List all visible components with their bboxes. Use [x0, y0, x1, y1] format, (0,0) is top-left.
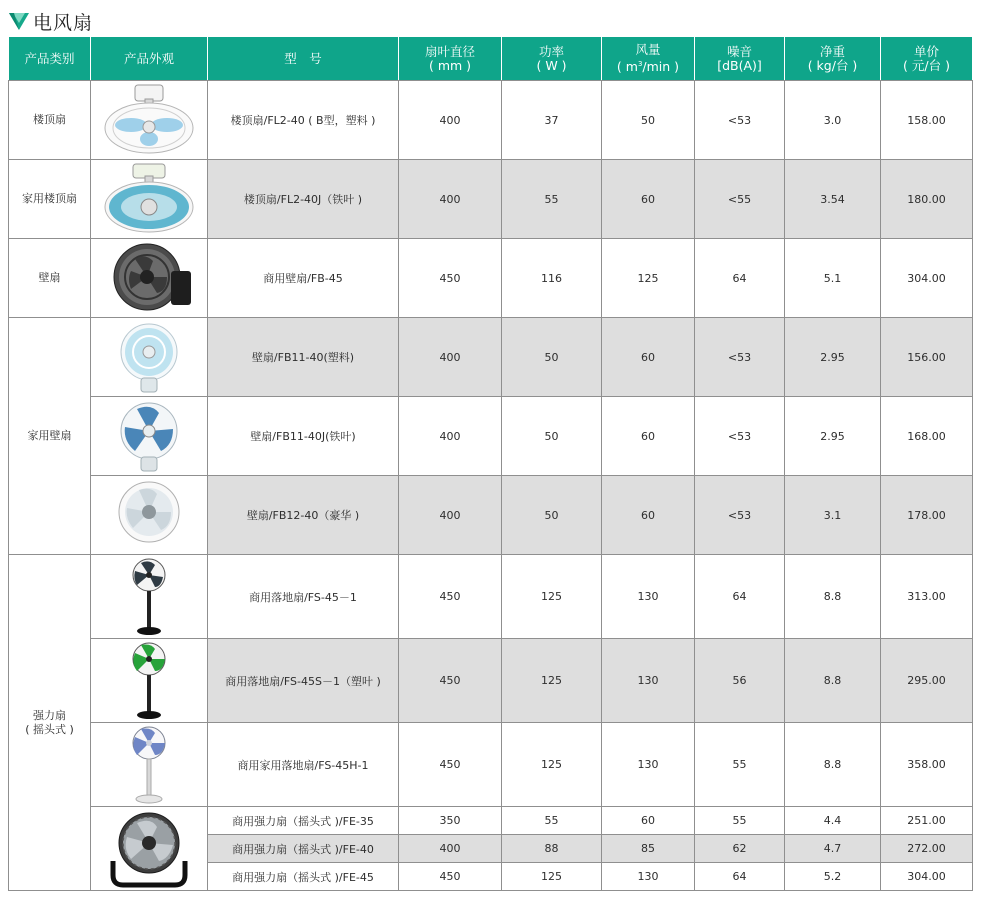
product-image-cell — [91, 723, 208, 807]
noise-cell: <53 — [695, 397, 785, 476]
noise-cell: 62 — [695, 835, 785, 863]
model-cell: 商用强力扇（摇头式 )/FE-45 — [208, 863, 399, 891]
category-label-b: ( 摇头式 ) — [25, 722, 74, 736]
diameter-cell: 400 — [399, 81, 502, 160]
product-image-cell — [91, 81, 208, 160]
model-cell: 壁扇/FB12-40（豪华 ) — [208, 476, 399, 555]
wall-fan-icon — [101, 478, 197, 552]
power-cell: 125 — [502, 723, 602, 807]
header-price — [881, 37, 973, 81]
industrial-fan-icon — [99, 809, 199, 889]
product-image-cell — [91, 397, 208, 476]
category-cell — [9, 555, 91, 891]
noise-cell: 55 — [695, 723, 785, 807]
product-image-cell — [91, 160, 208, 239]
category-cell: 楼顶扇 — [9, 81, 91, 160]
header-model: 型 号 — [208, 37, 399, 81]
weight-cell: 3.0 — [785, 81, 881, 160]
category-label-a: 强力扇 — [33, 708, 66, 722]
table-row — [9, 639, 973, 723]
header-power — [502, 37, 602, 81]
weight-cell: 5.2 — [785, 863, 881, 891]
table-row — [9, 318, 973, 397]
model-cell: 商用强力扇（摇头式 )/FE-40 — [208, 835, 399, 863]
power-cell: 50 — [502, 397, 602, 476]
page-title: 电风扇 — [33, 11, 94, 34]
airflow-cell: 60 — [602, 397, 695, 476]
weight-cell: 2.95 — [785, 318, 881, 397]
weight-cell: 2.95 — [785, 397, 881, 476]
price-cell: 304.00 — [881, 863, 973, 891]
table-row — [9, 723, 973, 807]
model-cell: 壁扇/FB11-40(塑料) — [208, 318, 399, 397]
power-cell: 37 — [502, 81, 602, 160]
diameter-cell: 450 — [399, 639, 502, 723]
noise-cell: 56 — [695, 639, 785, 723]
ceiling-fan-icon — [101, 162, 197, 236]
header-price-label: 单价 — [913, 43, 939, 59]
table-row — [9, 397, 973, 476]
header-airflow-unit — [602, 57, 694, 74]
noise-cell: <53 — [695, 81, 785, 160]
wall-fan-icon — [101, 399, 197, 473]
diameter-cell: 350 — [399, 807, 502, 835]
header-noise-unit: [dB(A)] — [717, 57, 762, 73]
header-power-unit: ( W ) — [536, 57, 567, 73]
diameter-cell: 400 — [399, 318, 502, 397]
diameter-cell: 400 — [399, 835, 502, 863]
power-cell: 55 — [502, 160, 602, 239]
power-cell: 55 — [502, 807, 602, 835]
noise-cell: 64 — [695, 863, 785, 891]
price-cell: 358.00 — [881, 723, 973, 807]
weight-cell: 4.4 — [785, 807, 881, 835]
wall-fan-icon — [101, 241, 197, 315]
weight-cell: 5.1 — [785, 239, 881, 318]
price-cell: 180.00 — [881, 160, 973, 239]
airflow-unit-a: ( m — [616, 59, 638, 75]
floor-fan-icon — [101, 641, 197, 721]
airflow-cell: 130 — [602, 863, 695, 891]
weight-cell: 4.7 — [785, 835, 881, 863]
model-cell: 商用落地扇/FS-45S－1（塑叶 ) — [208, 639, 399, 723]
diameter-cell: 450 — [399, 723, 502, 807]
header-price-unit: ( 元/台 ) — [903, 57, 950, 73]
noise-cell: 64 — [695, 555, 785, 639]
airflow-cell: 130 — [602, 639, 695, 723]
product-image-cell — [91, 807, 208, 891]
weight-cell: 8.8 — [785, 723, 881, 807]
model-cell: 商用强力扇（摇头式 )/FE-35 — [208, 807, 399, 835]
header-noise — [695, 37, 785, 81]
noise-cell: <55 — [695, 160, 785, 239]
header-noise-label: 噪音 — [726, 43, 752, 59]
price-cell: 156.00 — [881, 318, 973, 397]
weight-cell: 8.8 — [785, 555, 881, 639]
table-row — [9, 160, 973, 239]
airflow-unit-b: /min ) — [642, 59, 680, 75]
price-cell: 313.00 — [881, 555, 973, 639]
header-diameter-label: 扇叶直径 — [424, 43, 475, 59]
weight-cell: 8.8 — [785, 639, 881, 723]
model-cell: 壁扇/FB11-40J(铁叶) — [208, 397, 399, 476]
airflow-cell: 60 — [602, 476, 695, 555]
product-image-cell — [91, 639, 208, 723]
header-power-label: 功率 — [538, 43, 564, 59]
model-cell: 楼顶扇/FL2-40J（铁叶 ) — [208, 160, 399, 239]
airflow-cell: 130 — [602, 555, 695, 639]
price-cell: 168.00 — [881, 397, 973, 476]
diameter-cell: 400 — [399, 476, 502, 555]
wall-fan-icon — [101, 320, 197, 394]
title-bar — [8, 8, 93, 34]
category-cell: 家用楼顶扇 — [9, 160, 91, 239]
table-row — [9, 476, 973, 555]
power-cell: 125 — [502, 863, 602, 891]
category-cell: 壁扇 — [9, 239, 91, 318]
product-image-cell — [91, 239, 208, 318]
header-weight-unit: ( kg/台 ) — [807, 57, 858, 73]
table-row — [9, 81, 973, 160]
noise-cell: <53 — [695, 318, 785, 397]
noise-cell: 64 — [695, 239, 785, 318]
price-cell: 178.00 — [881, 476, 973, 555]
model-cell: 商用壁扇/FB-45 — [208, 239, 399, 318]
noise-cell: 55 — [695, 807, 785, 835]
airflow-cell: 50 — [602, 81, 695, 160]
power-cell: 116 — [502, 239, 602, 318]
power-cell: 125 — [502, 639, 602, 723]
model-cell: 商用落地扇/FS-45－1 — [208, 555, 399, 639]
noise-cell: <53 — [695, 476, 785, 555]
airflow-cell: 60 — [602, 318, 695, 397]
price-cell: 304.00 — [881, 239, 973, 318]
ceiling-fan-icon — [101, 83, 197, 157]
header-appearance: 产品外观 — [91, 37, 208, 81]
weight-cell: 3.1 — [785, 476, 881, 555]
product-image-cell — [91, 318, 208, 397]
diameter-cell: 400 — [399, 160, 502, 239]
airflow-cell: 85 — [602, 835, 695, 863]
header-category: 产品类别 — [9, 37, 91, 81]
airflow-cell: 125 — [602, 239, 695, 318]
diameter-cell: 400 — [399, 397, 502, 476]
header-airflow-label: 风量 — [635, 41, 661, 57]
power-cell: 88 — [502, 835, 602, 863]
airflow-cell: 130 — [602, 723, 695, 807]
model-cell: 楼顶扇/FL2-40 ( B型，塑料 ) — [208, 81, 399, 160]
table-header — [9, 37, 973, 81]
category-cell: 家用壁扇 — [9, 318, 91, 555]
header-weight — [785, 37, 881, 81]
price-cell: 251.00 — [881, 807, 973, 835]
diameter-cell: 450 — [399, 239, 502, 318]
header-airflow — [602, 37, 695, 81]
floor-fan-icon — [101, 725, 197, 805]
header-diameter-unit: ( mm ) — [428, 57, 472, 73]
product-table — [8, 36, 973, 891]
airflow-cell: 60 — [602, 160, 695, 239]
product-image-cell — [91, 555, 208, 639]
power-cell: 50 — [502, 476, 602, 555]
airflow-unit-sup: 3 — [637, 59, 643, 68]
airflow-cell: 60 — [602, 807, 695, 835]
product-image-cell — [91, 476, 208, 555]
power-cell: 50 — [502, 318, 602, 397]
model-cell: 商用家用落地扇/FS-45H-1 — [208, 723, 399, 807]
price-cell: 158.00 — [881, 81, 973, 160]
diameter-cell: 450 — [399, 555, 502, 639]
table-row — [9, 807, 973, 835]
weight-cell: 3.54 — [785, 160, 881, 239]
table-row — [9, 239, 973, 318]
table-row — [9, 555, 973, 639]
triangle-logo-icon — [8, 10, 30, 32]
price-cell: 272.00 — [881, 835, 973, 863]
power-cell: 125 — [502, 555, 602, 639]
header-weight-label: 净重 — [819, 43, 845, 59]
floor-fan-icon — [101, 557, 197, 637]
price-cell: 295.00 — [881, 639, 973, 723]
diameter-cell: 450 — [399, 863, 502, 891]
header-diameter — [399, 37, 502, 81]
